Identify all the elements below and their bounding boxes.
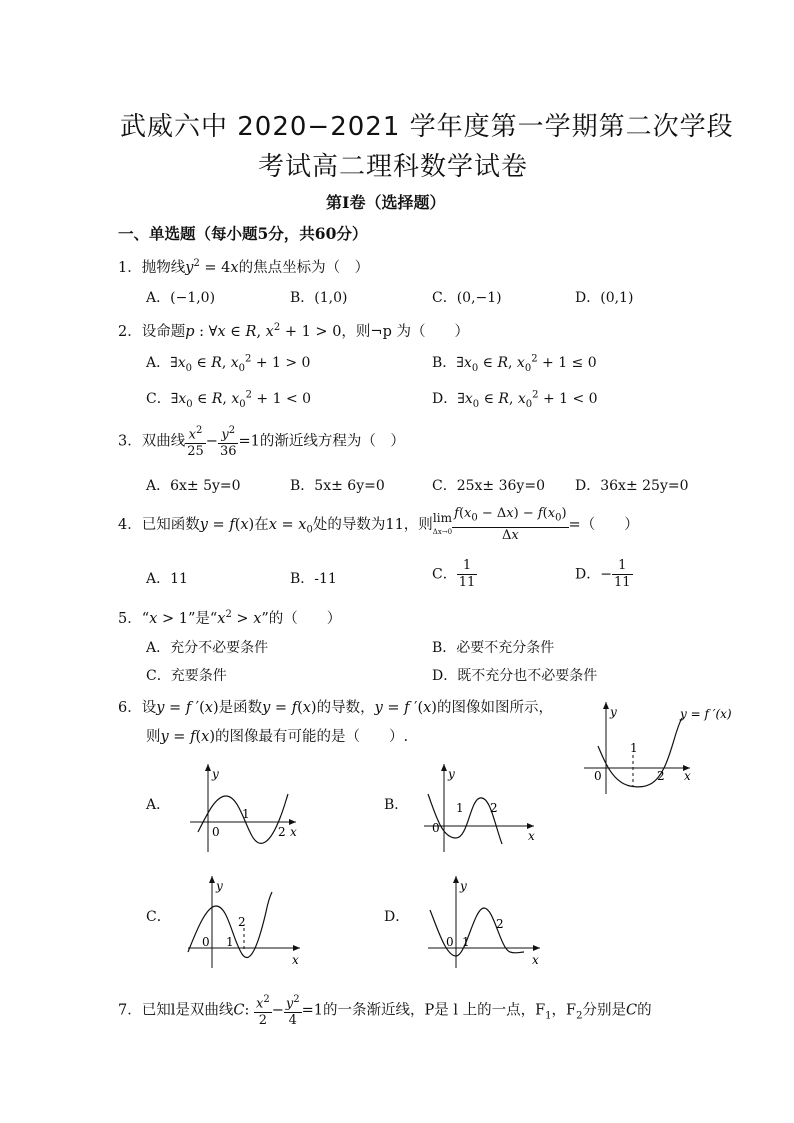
q2-option-d: D．$\exists x_0$ ∈ R, $x_0^2 + 1 < 0$ bbox=[432, 389, 598, 410]
q3-option-d: D．36x± 25y=0 bbox=[575, 478, 689, 494]
svg-text:y: y bbox=[460, 879, 467, 893]
q4-option-a: A．11 bbox=[146, 571, 188, 587]
svg-text:y: y bbox=[216, 879, 223, 893]
q5-option-a: A．充分不必要条件 bbox=[146, 640, 269, 656]
svg-text:y: y bbox=[448, 767, 455, 781]
q3-option-a: A．6x± 5y=0 bbox=[146, 478, 241, 494]
axis-label-y: y bbox=[610, 705, 617, 719]
svg-text:1: 1 bbox=[242, 807, 250, 821]
q4-option-d: D．− $\frac{1}{11}$ bbox=[575, 558, 631, 590]
curve-label: y = f ′(x) bbox=[680, 707, 732, 721]
svg-text:0: 0 bbox=[212, 825, 220, 839]
axis-label-x: x bbox=[684, 769, 691, 783]
q6-reference-graph bbox=[578, 698, 738, 798]
question-2: 2．设命题p : ∀x ∈ R, $x^2 + 1 > 0$，则¬p 为（ ） bbox=[118, 322, 469, 340]
q3-option-c: C．25x± 36y=0 bbox=[432, 478, 545, 494]
q4-option-b: B．-11 bbox=[290, 571, 337, 587]
svg-text:x: x bbox=[292, 953, 299, 967]
q3-option-b: B．5x± 6y=0 bbox=[290, 478, 385, 494]
svg-text:0: 0 bbox=[432, 821, 440, 835]
q1-option-a: A．(−1,0) bbox=[146, 290, 216, 306]
svg-text:1: 1 bbox=[462, 935, 470, 949]
svg-text:1: 1 bbox=[226, 935, 234, 949]
svg-text:2: 2 bbox=[278, 825, 286, 839]
svg-text:2: 2 bbox=[490, 801, 498, 815]
svg-text:y: y bbox=[212, 767, 219, 781]
q1-option-b: B．(1,0) bbox=[290, 290, 348, 306]
tick-label-2: 2 bbox=[657, 769, 665, 783]
svg-text:2: 2 bbox=[238, 915, 246, 929]
q2-option-a: A．$\exists x_0$ ∈ R, $x_0^2 + 1 > 0$ bbox=[146, 353, 311, 374]
q6-option-d-label: D． bbox=[384, 909, 410, 925]
question-6-line2: 则y = f(x)的图像最有可能的是（ ）. bbox=[146, 729, 409, 745]
svg-text:x: x bbox=[532, 953, 539, 967]
question-7: 7．已知l是双曲线C: $\frac{x^2}{2}$ − $\frac{y^2}{4}$ =1的一条渐近线，P是 l 上的一点，$F_1$，$F_2$分别是C的 bbox=[118, 994, 652, 1029]
exam-title-line2: 考试高二理科数学试卷 bbox=[258, 152, 529, 182]
question-5: 5．“x > 1”是“$x^2 > x$”的（ ） bbox=[118, 609, 342, 627]
q6-option-c-label: C． bbox=[146, 909, 171, 925]
question-number: 1． bbox=[118, 260, 142, 276]
q6-option-b-label: B． bbox=[384, 797, 409, 813]
q5-option-d: D．既不充分也不必要条件 bbox=[432, 668, 598, 684]
q6-option-d-graph bbox=[424, 872, 548, 972]
question-6: 6．设y = f ′(x)是函数y = f(x)的导数，y = f ′(x)的图像如图所示， bbox=[118, 700, 553, 716]
section-heading: 一、单选题（每小题5分，共60分） bbox=[118, 224, 368, 243]
q6-option-c-graph bbox=[184, 872, 308, 972]
svg-text:1: 1 bbox=[456, 801, 464, 815]
part-heading: 第Ⅰ卷（选择题） bbox=[326, 193, 446, 212]
question-3: 3．双曲线 $\frac{x^2}{25}$ − $\frac{y^2}{36}$ =1的渐近线方程为（ ） bbox=[118, 425, 405, 460]
q2-option-c: C．$\exists x_0$ ∈ R, $x_0^2 + 1 < 0$ bbox=[146, 389, 312, 410]
q2-option-b: B．$\exists x_0$ ∈ R, $x_0^2 + 1 \le 0$ bbox=[432, 353, 597, 374]
svg-text:x: x bbox=[528, 829, 535, 843]
tick-label-1: 1 bbox=[630, 741, 638, 755]
svg-text:2: 2 bbox=[496, 917, 504, 931]
q4-option-c: C． $\frac{1}{11}$ bbox=[432, 558, 476, 590]
q1-option-c: C．(0,−1) bbox=[432, 290, 502, 306]
question-4: 4．已知函数y = f(x)在$x = x_0$处的导数为11，则lim Δx→0 $\frac{f(x_0 - \Delta x) - f(x_0)}{\Delta x}$ =（ ） bbox=[118, 506, 639, 543]
math-expr: y bbox=[185, 260, 194, 276]
q6-option-a-graph bbox=[186, 760, 302, 856]
q6-option-b-graph bbox=[420, 760, 540, 856]
exam-title-line1: 武威六中 2020−2021 学年度第一学期第二次学段 bbox=[120, 112, 734, 142]
svg-text:0: 0 bbox=[202, 935, 210, 949]
svg-text:x: x bbox=[290, 825, 297, 839]
origin-label: 0 bbox=[594, 769, 602, 783]
svg-text:0: 0 bbox=[446, 935, 454, 949]
q6-option-a-label: A． bbox=[146, 797, 171, 813]
q5-option-c: C．充要条件 bbox=[146, 668, 227, 684]
question-1: 1．抛物线$y^2 = 4x$的焦点坐标为（ ） bbox=[118, 258, 370, 276]
q1-option-d: D．(0,1) bbox=[575, 290, 634, 306]
q5-option-b: B．必要不充分条件 bbox=[432, 640, 555, 656]
